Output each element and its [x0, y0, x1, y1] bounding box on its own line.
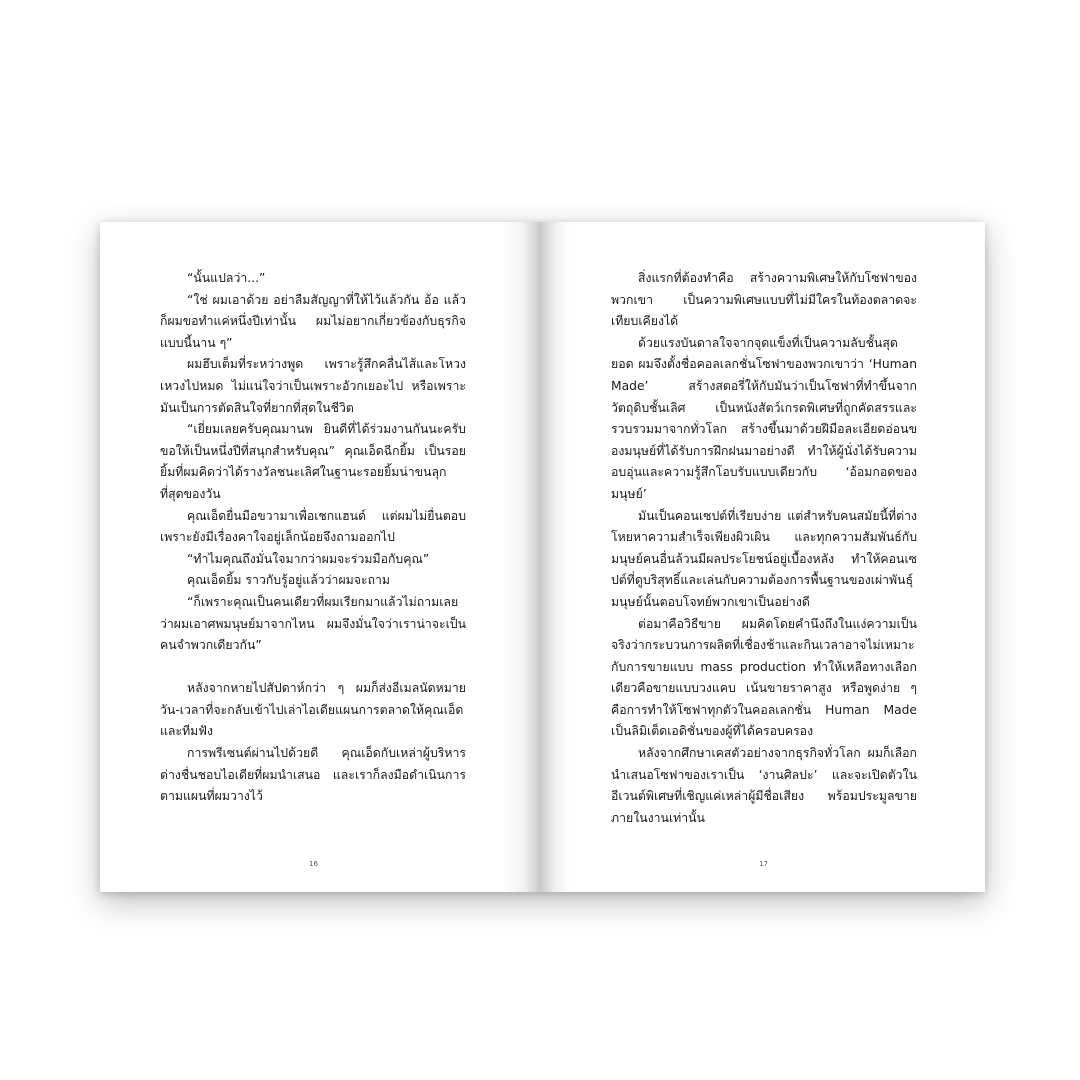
paragraph: คุณเอ็ดยิ้ม ราวกับรู้อยู่แล้วว่าผมจะถาม: [187, 573, 391, 588]
paragraph: “ใช่ ผมเอาด้วย อย่าลืมสัญญาที่ให้ไว้แล้วกัน อ้อ แล้วก็ผมขอทำแค่หนึ่งปีเท่านั้น ผมไม่อยากเกี่ยวข้องกับธุรกิจแบบนี้นาน ๆ”: [160, 292, 466, 350]
paragraph: คุณเอ็ดยื่นมือขวามาเพื่อเชกแฮนด์ แต่ผมไม่ยื่นตอบ เพราะยังมีเรื่องคาใจอยู่เล็กน้อยจึงถามออกไป: [160, 508, 466, 545]
paragraph: หลังจากหายไปสัปดาห์กว่า ๆ ผมก็ส่งอีเมลนัดหมายวัน-เวลาที่จะกลับเข้าไปเล่าไอเดียแผนการตลาดให้คุณเอ็ดและทีมฟัง: [160, 681, 466, 739]
section-break: [160, 657, 466, 679]
paragraph: “ทำไมคุณถึงมั่นใจมากว่าผมจะร่วมมือกับคุณ”: [187, 551, 430, 566]
right-page-text: [611, 268, 917, 829]
gutter-shadow-right: [541, 222, 571, 892]
paragraph: การพรีเซนต์ผ่านไปด้วยดี คุณเอ็ดกับเหล่าผู้บริหารต่างชื่นชอบไอเดียที่ผมนำเสนอ และเราก็ลงมือดำเนินการตามแผนที่ผมวางไว้: [160, 746, 466, 804]
paragraph: มันเป็นคอนเซปต์ที่เรียบง่าย แต่สำหรับคนสมัยนี้ที่ต่างโหยหาความสำเร็จเพียงผิวเผิน และทุกความสัมพันธ์กับมนุษย์คนอื่นล้วนมีผลประโยชน์อยู่เบื้องหลัง ทำให้คอนเซปต์ที่ดูบริสุทธิ์และเล่นกับความต้องการพื้นฐานของเผ่าพันธุ์มนุษย์นั้นตอบโจทย์พวกเขาเป็นอย่างดี: [611, 508, 917, 609]
right-page: [541, 222, 985, 892]
paragraph: ผมฮึบเต็มที่ระหว่างพูด เพราะรู้สึกคลื่นไส้และโหวงเหวงไปหมด ไม่แน่ใจว่าเป็นเพราะอัวกเยอะไป หรือเพราะมันเป็นการตัดสินใจที่ยากที่สุดในชีวิต: [160, 357, 466, 415]
paragraph: “เยี่ยมเลยครับคุณมานพ ยินดีที่ได้ร่วมงานกันนะครับ ขอให้เป็นหนึ่งปีที่สนุกสำหรับคุณ” คุณเอ็ดฉีกยิ้ม เป็นรอยยิ้มที่ผมคิดว่าได้รางวัลชนะเลิศในฐานะรอยยิ้มน่าขนลุกที่สุดของวัน: [160, 422, 466, 501]
paragraph: หลังจากศึกษาเคสตัวอย่างจากธุรกิจทั่วโลก ผมก็เลือกนำเสนอโซฟาของเราเป็น ‘งานศิลปะ’ และจะเปิดตัวในอีเวนต์พิเศษที่เชิญแค่เหล่าผู้มีชื่อเสียง พร้อมประมูลขายภายในงานเท่านั้น: [611, 746, 917, 825]
paragraph: ด้วยแรงบันดาลใจจากจุดแข็งที่เป็นความลับชั้นสุดยอด ผมจึงตั้งชื่อคอลเลกชั่นโซฟาของพวกเขาว่า ‘Human Made’ สร้างสตอรี่ให้กับมันว่าเป็นโซฟาที่ทำขึ้นจากวัตถุดิบชั้นเลิศ เป็นหนังสัตว์เกรดพิเศษที่ถูกคัดสรรและรวบรวมมาจากทั่วโลก สร้างขึ้นมาด้วยฝีมือละเอียดอ่อนของมนุษย์ที่ได้รับการฝึกฝนมาอย่างดี ทำให้ผู้นั่งได้รับความอบอุ่นและความรู้สึกโอบรับแบบเดียวกับ ‘อ้อมกอดของมนุษย์’: [611, 335, 917, 501]
page-number: 16: [309, 860, 318, 868]
left-page: [100, 222, 541, 892]
open-book: [100, 222, 985, 892]
paragraph: “ก็เพราะคุณเป็นคนเดียวที่ผมเรียกมาแล้วไม่ถามเลยว่าผมเอาศพมนุษย์มาจากไหน ผมจึงมั่นใจว่าเราน่าจะเป็นคนจำพวกเดียวกัน”: [160, 594, 466, 653]
paragraph: สิ่งแรกที่ต้องทำคือ สร้างความพิเศษให้กับโซฟาของพวกเขา เป็นความพิเศษแบบที่ไม่มีใครในท้องตลาดจะเทียบเคียงได้: [611, 271, 917, 329]
page-number: 17: [759, 860, 768, 868]
gutter-shadow-left: [503, 222, 541, 892]
paragraph: “นั้นแปลว่า...”: [187, 271, 266, 285]
left-page-text: [160, 268, 466, 808]
paragraph: ต่อมาคือวิธีขาย ผมคิดโดยคำนึงถึงในแง่ความเป็นจริงว่ากระบวนการผลิตที่เชื่องช้าและกินเวลาอาจไม่เหมาะกับการขายแบบ mass production ทำให้เหลือทางเลือกเดียวคือขายแบบวงแคบ เน้นขายราคาสูง หรือพูดง่าย ๆ คือการทำให้โซฟาทุกตัวในคอลเลกชั่น Human Made เป็นลิมิเต็ดเอดิชั่นของผู้ที่ได้ครอบครอง: [611, 616, 917, 739]
